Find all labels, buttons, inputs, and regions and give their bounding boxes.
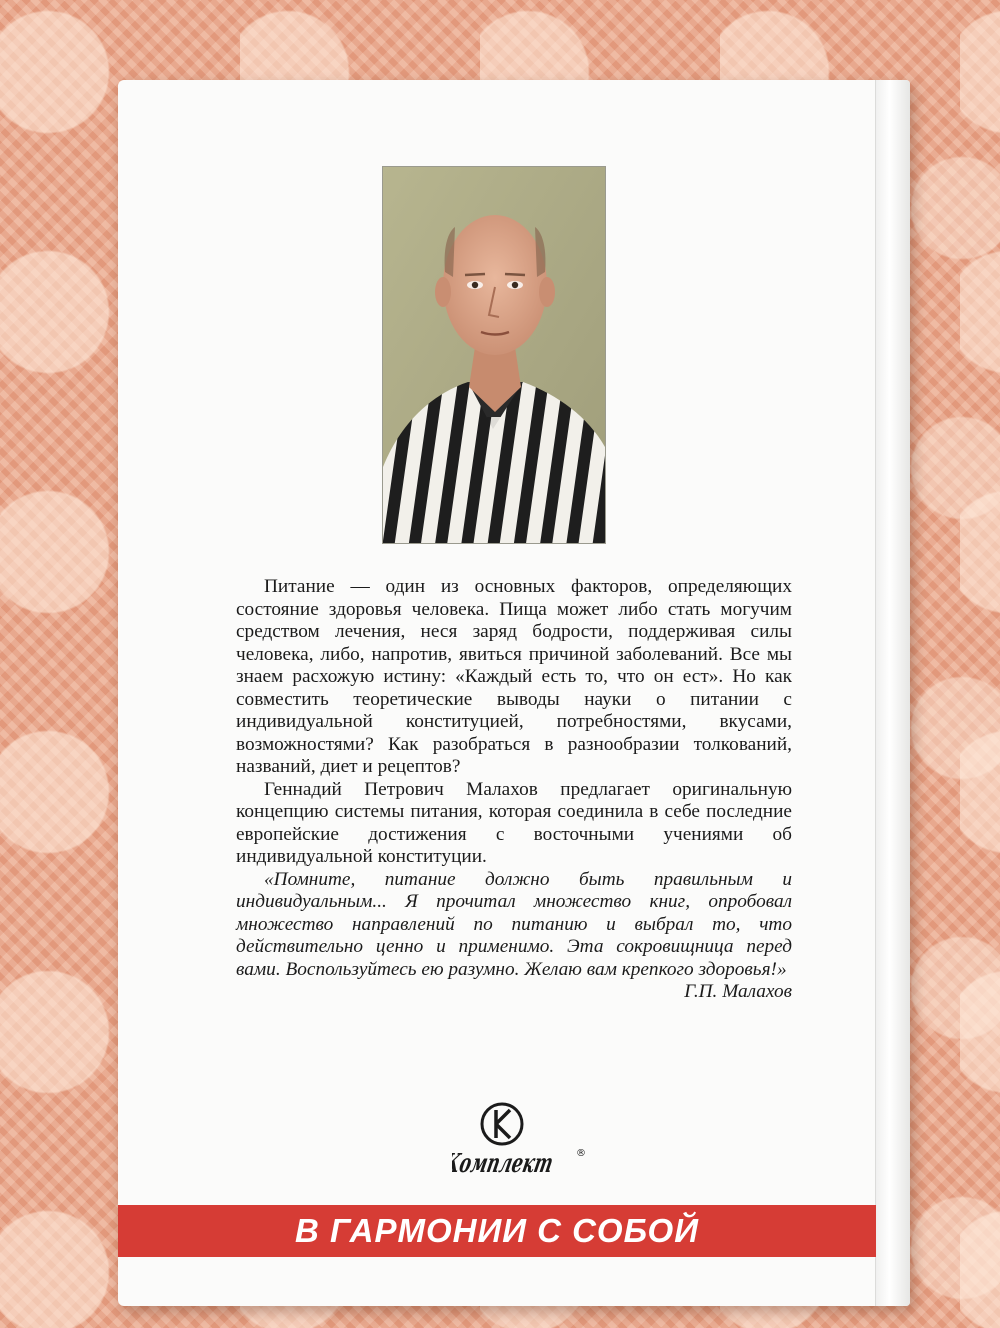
author-quote: «Помните, питание должно быть правильным и индивидуальным... Я прочитал множество книг, опробовал множество направлений по питанию и выбрал то, что действительно ценно и применимо. Эта сокровищница перед вами. Воспользуйтесь ею разумно. Желаю вам крепкого здоровья!»: [236, 868, 792, 980]
series-title: В ГАРМОНИИ С СОБОЙ: [295, 1212, 699, 1249]
author-photo: [382, 166, 606, 544]
author-signature: Г.П. Малахов: [684, 981, 792, 1002]
publisher-logo: [452, 1100, 592, 1192]
book-back-cover: [118, 80, 910, 1306]
book-spine: [875, 80, 910, 1306]
description-paragraph-2: Геннадий Петрович Малахов предлагает оригинальную концепцию системы питания, которая соединила в себе последние европейские достижения с восточными учениями об индивидуальной конституции.: [236, 778, 792, 867]
description-text: [236, 576, 792, 1004]
publisher-logo-text: Комплект: [452, 1148, 592, 1179]
registered-mark: ®: [576, 1148, 586, 1159]
series-banner: [118, 1205, 876, 1257]
description-paragraph-1: Питание — один из основных факторов, определяющих состояние здоровья человека. Пища может либо стать могучим средством лечения, неся заряд бодрости, поддерживая силы человека, либо, напротив, явиться причиной заболеваний. Все мы знаем расхожую истину: «Каждый есть то, что он ест». Но как совместить теоретические выводы науки о питании с индивидуальной конституцией, потребностями, вкусами, возможностями? Как разобраться в разнообразии толкований, названий, диет и рецептов?: [236, 576, 792, 777]
